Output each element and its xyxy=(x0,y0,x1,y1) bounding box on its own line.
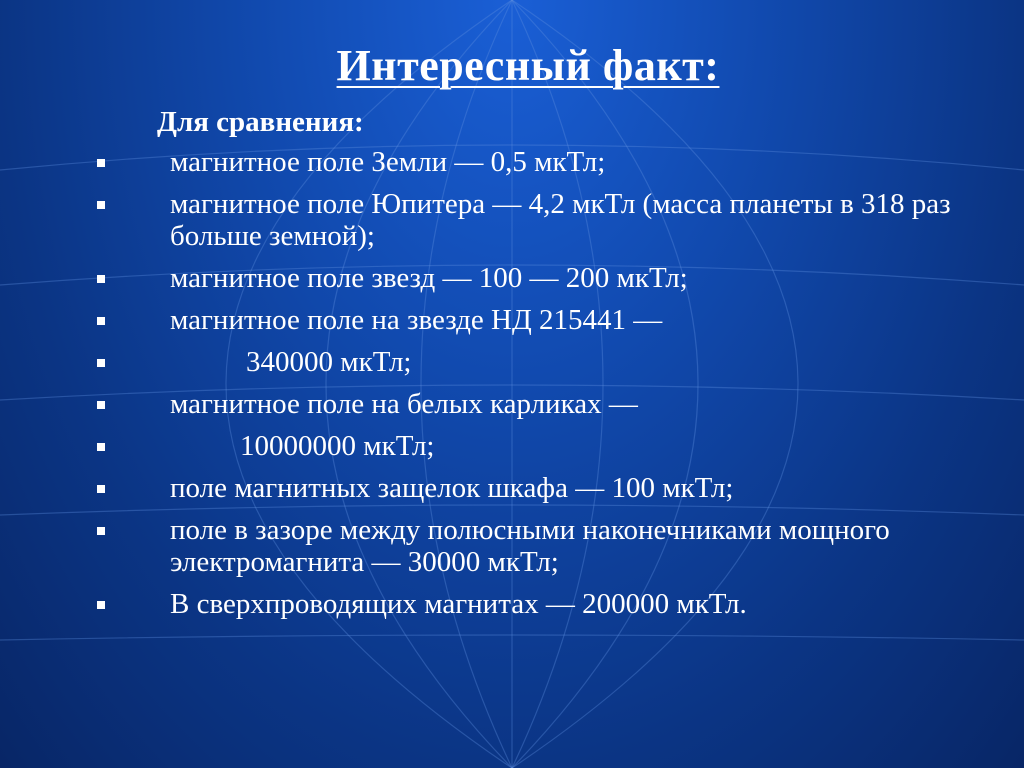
slide-subtitle: Для сравнения: xyxy=(157,106,364,138)
list-item xyxy=(0,514,1024,578)
list-item xyxy=(0,430,1024,462)
square-bullet-icon xyxy=(97,275,105,283)
fact-list xyxy=(0,146,1024,630)
list-item xyxy=(0,588,1024,620)
list-item xyxy=(0,346,1024,378)
square-bullet-icon xyxy=(97,443,105,451)
list-item xyxy=(0,262,1024,294)
list-item xyxy=(0,388,1024,420)
list-item-text: поле магнитных защелок шкафа — 100 мкТл; xyxy=(170,472,734,504)
square-bullet-icon xyxy=(97,401,105,409)
square-bullet-icon xyxy=(97,527,105,535)
list-item xyxy=(0,304,1024,336)
list-item-text: магнитное поле на звезде НД 215441 — xyxy=(170,304,663,336)
list-item-text: магнитное поле Юпитера — 4,2 мкТл (масса планеты в 318 раз больше земной); xyxy=(170,188,951,252)
list-item xyxy=(0,472,1024,504)
square-bullet-icon xyxy=(97,485,105,493)
list-item-text: магнитное поле звезд — 100 — 200 мкТл; xyxy=(170,262,688,294)
list-item-text: 10000000 мкТл; xyxy=(240,430,435,462)
square-bullet-icon xyxy=(97,601,105,609)
list-item-text: 340000 мкТл; xyxy=(246,346,412,378)
list-item-text: магнитное поле на белых карликах — xyxy=(170,388,638,420)
square-bullet-icon xyxy=(97,317,105,325)
list-item-text: В сверхпроводящих магнитах — 200000 мкТл. xyxy=(170,588,747,620)
slide-title: Интересный факт: xyxy=(336,41,720,90)
list-item xyxy=(0,146,1024,178)
square-bullet-icon xyxy=(97,159,105,167)
list-item-text: поле в зазоре между полюсными наконечниками мощного электромагнита — 30000 мкТл; xyxy=(170,514,890,578)
list-item-text: магнитное поле Земли — 0,5 мкТл; xyxy=(170,146,606,178)
list-item xyxy=(0,188,1024,252)
square-bullet-icon xyxy=(97,201,105,209)
square-bullet-icon xyxy=(97,359,105,367)
